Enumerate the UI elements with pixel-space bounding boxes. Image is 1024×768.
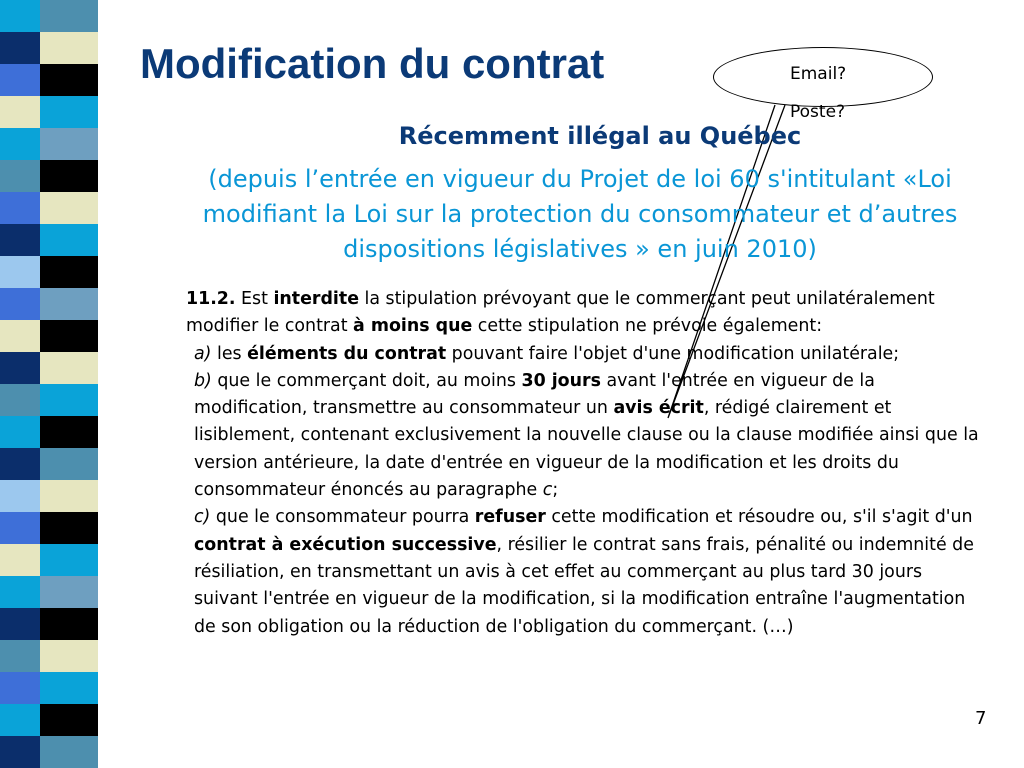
callout-email-text: Email? <box>790 64 847 84</box>
article-11-2 <box>186 286 986 641</box>
article-item-b: b) que le commerçant doit, au moins 30 jours avant l'entrée en vigueur de la modification, transmettre au consommateur un avis écrit, rédigé clairement et lisiblement, contenant exclusivement la nouvelle clause ou la clause modifiée ainsi que la version antérieure, la date d'entrée en vigueur de la modification et les droits du consommateur énoncés au paragraphe c; <box>194 370 979 501</box>
article-item-a: a) les éléments du contrat pouvant faire l'objet d'une modification unilatérale; <box>194 343 900 364</box>
intro-paragraph: (depuis l’entrée en vigueur du Projet de loi 60 s'intitulant «Loi modifiant la Loi sur la protection du consommateur et d’autres dispositions législatives » en juin 2010) <box>202 165 958 263</box>
stripe-column-right <box>40 0 98 768</box>
callout-poste-text: Poste? <box>790 102 846 122</box>
slide-subtitle: Récemment illégal au Québec <box>398 122 802 150</box>
decorative-stripes <box>0 0 100 768</box>
slide-title: Modification du contrat <box>140 40 605 87</box>
article-lead: 11.2. Est interdite la stipulation prévoyant que le commerçant peut unilatéralement modifier le contrat à moins que cette stipulation ne prévoie également: <box>186 289 935 337</box>
page-number: 7 <box>975 708 987 729</box>
article-item-c: c) que le consommateur pourra refuser cette modification et résoudre ou, s'il s'agit d'un contrat à exécution successive, résilier le contrat sans frais, pénalité ou indemnité de résiliation, en transmettant un avis à cet effet au commerçant au plus tard 30 jours suivant l'entrée en vigueur de la modification, si la modification entraîne l'augmentation de son obligation ou la réduction de l'obligation du commerçant. (…) <box>194 507 974 637</box>
article-number: 11.2. <box>186 289 236 309</box>
